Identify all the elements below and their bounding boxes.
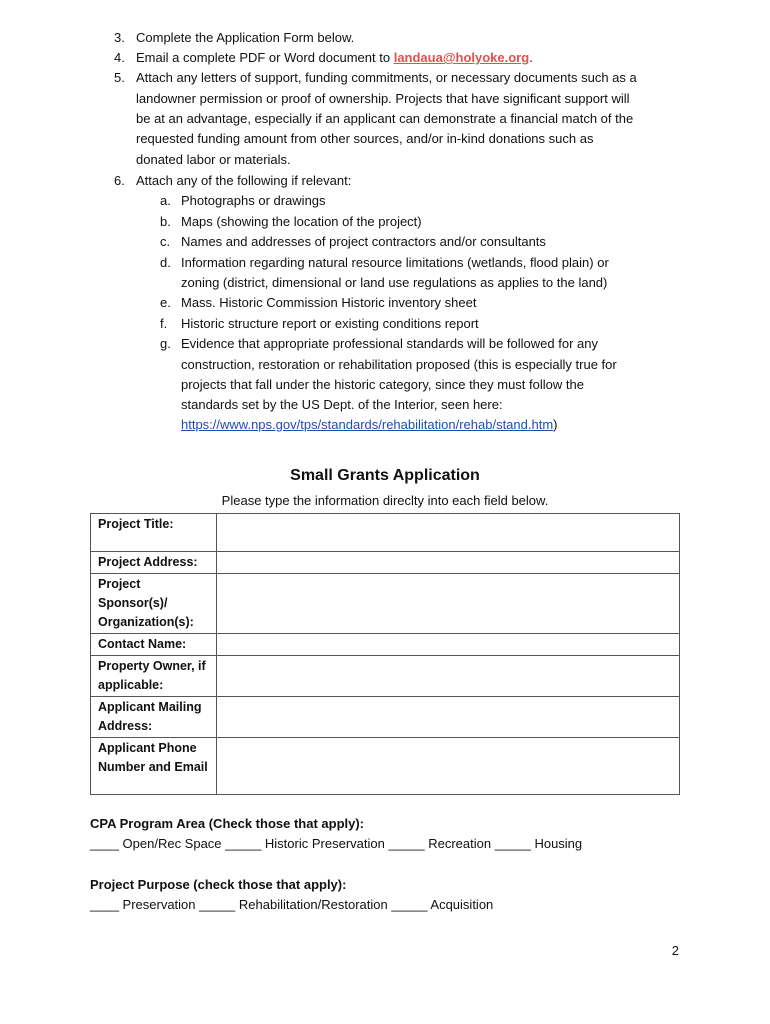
table-row: [91, 738, 680, 795]
sub-b-number: b.: [160, 214, 171, 229]
mailing-address-field[interactable]: [217, 697, 680, 738]
form-title: Small Grants Application: [290, 467, 480, 484]
sub-f-text: Historic structure report or existing conditions report: [181, 316, 479, 331]
field-label: Project Address:: [91, 552, 217, 574]
sub-g-url-line: [181, 415, 558, 435]
contact-name-field[interactable]: [217, 634, 680, 656]
sub-b-text: Maps (showing the location of the project): [181, 214, 422, 229]
field-label: Property Owner, if applicable:: [91, 656, 217, 697]
sub-g-url-post: ): [553, 417, 558, 432]
step-4-post: .: [529, 50, 533, 65]
sub-g-line: construction, restoration or rehabilitation proposed (this is especially true for: [181, 357, 617, 372]
phone-email-field[interactable]: [217, 738, 680, 795]
application-form-table: [90, 513, 680, 795]
purpose-options[interactable]: ____ Preservation _____ Rehabilitation/Restoration _____ Acquisition: [90, 897, 494, 912]
sub-f-number: f.: [160, 316, 168, 331]
table-row: [91, 656, 680, 697]
purpose-heading: Project Purpose (check those that apply):: [90, 877, 347, 892]
field-label: Contact Name:: [91, 634, 217, 656]
sub-a-number: a.: [160, 193, 171, 208]
field-label: Project Title:: [91, 514, 217, 552]
sub-c-number: c.: [160, 234, 171, 249]
step-3-number: 3.: [114, 30, 125, 45]
step-5-line: be at an advantage, especially if an applicant can demonstrate a financial match of the: [136, 111, 634, 126]
step-6-text: Attach any of the following if relevant:: [136, 173, 352, 188]
table-row: [91, 552, 680, 574]
nps-standards-link[interactable]: https://www.nps.gov/tps/standards/rehabilitation/rehab/stand.htm: [181, 417, 554, 432]
step-5-number: 5.: [114, 70, 125, 85]
cpa-options[interactable]: ____ Open/Rec Space _____ Historic Preservation _____ Recreation _____ Housing: [90, 836, 583, 851]
sub-d-number: d.: [160, 255, 171, 270]
step-5-line: landowner permission or proof of ownership. Projects that have significant support will: [136, 91, 630, 106]
project-sponsor-field[interactable]: [217, 574, 680, 634]
property-owner-field[interactable]: [217, 656, 680, 697]
field-label: Project Sponsor(s)/ Organization(s):: [91, 574, 217, 634]
email-link[interactable]: landaua@holyoke.org: [393, 50, 530, 65]
table-row: [91, 514, 680, 552]
step-4-text: [136, 48, 533, 68]
sub-e-number: e.: [160, 295, 171, 310]
table-row: [91, 574, 680, 634]
step-3-text: Complete the Application Form below.: [136, 30, 355, 45]
sub-d-line: Information regarding natural resource limitations (wetlands, flood plain) or: [181, 255, 609, 270]
step-4-pre: Email a complete PDF or Word document to: [136, 50, 394, 65]
sub-a-text: Photographs or drawings: [181, 193, 326, 208]
cpa-heading: CPA Program Area (Check those that apply):: [90, 816, 365, 831]
sub-g-line: Evidence that appropriate professional standards will be followed for any: [181, 336, 598, 351]
step-5-line: requested funding amount from other sources, and/or in-kind donations such as: [136, 131, 594, 146]
table-row: [91, 634, 680, 656]
step-4-number: 4.: [114, 50, 125, 65]
sub-d-line: zoning (district, dimensional or land use regulations as applies to the land): [181, 275, 608, 290]
sub-e-text: Mass. Historic Commission Historic inventory sheet: [181, 295, 477, 310]
project-address-field[interactable]: [217, 552, 680, 574]
form-subtitle: Please type the information direclty into each field below.: [221, 493, 549, 508]
table-row: [91, 697, 680, 738]
sub-g-line: standards set by the US Dept. of the Interior, seen here:: [181, 397, 503, 412]
sub-g-line: projects that fall under the historic category, since they must follow the: [181, 377, 584, 392]
step-5-line: donated labor or materials.: [136, 152, 291, 167]
project-title-field[interactable]: [217, 514, 680, 552]
step-5-line: Attach any letters of support, funding commitments, or necessary documents such as a: [136, 70, 637, 85]
page-number: 2: [671, 943, 679, 958]
field-label: Applicant Phone Number and Email: [91, 738, 217, 795]
sub-g-number: g.: [160, 336, 171, 351]
field-label: Applicant Mailing Address:: [91, 697, 217, 738]
step-6-number: 6.: [114, 173, 125, 188]
sub-c-text: Names and addresses of project contractors and/or consultants: [181, 234, 546, 249]
